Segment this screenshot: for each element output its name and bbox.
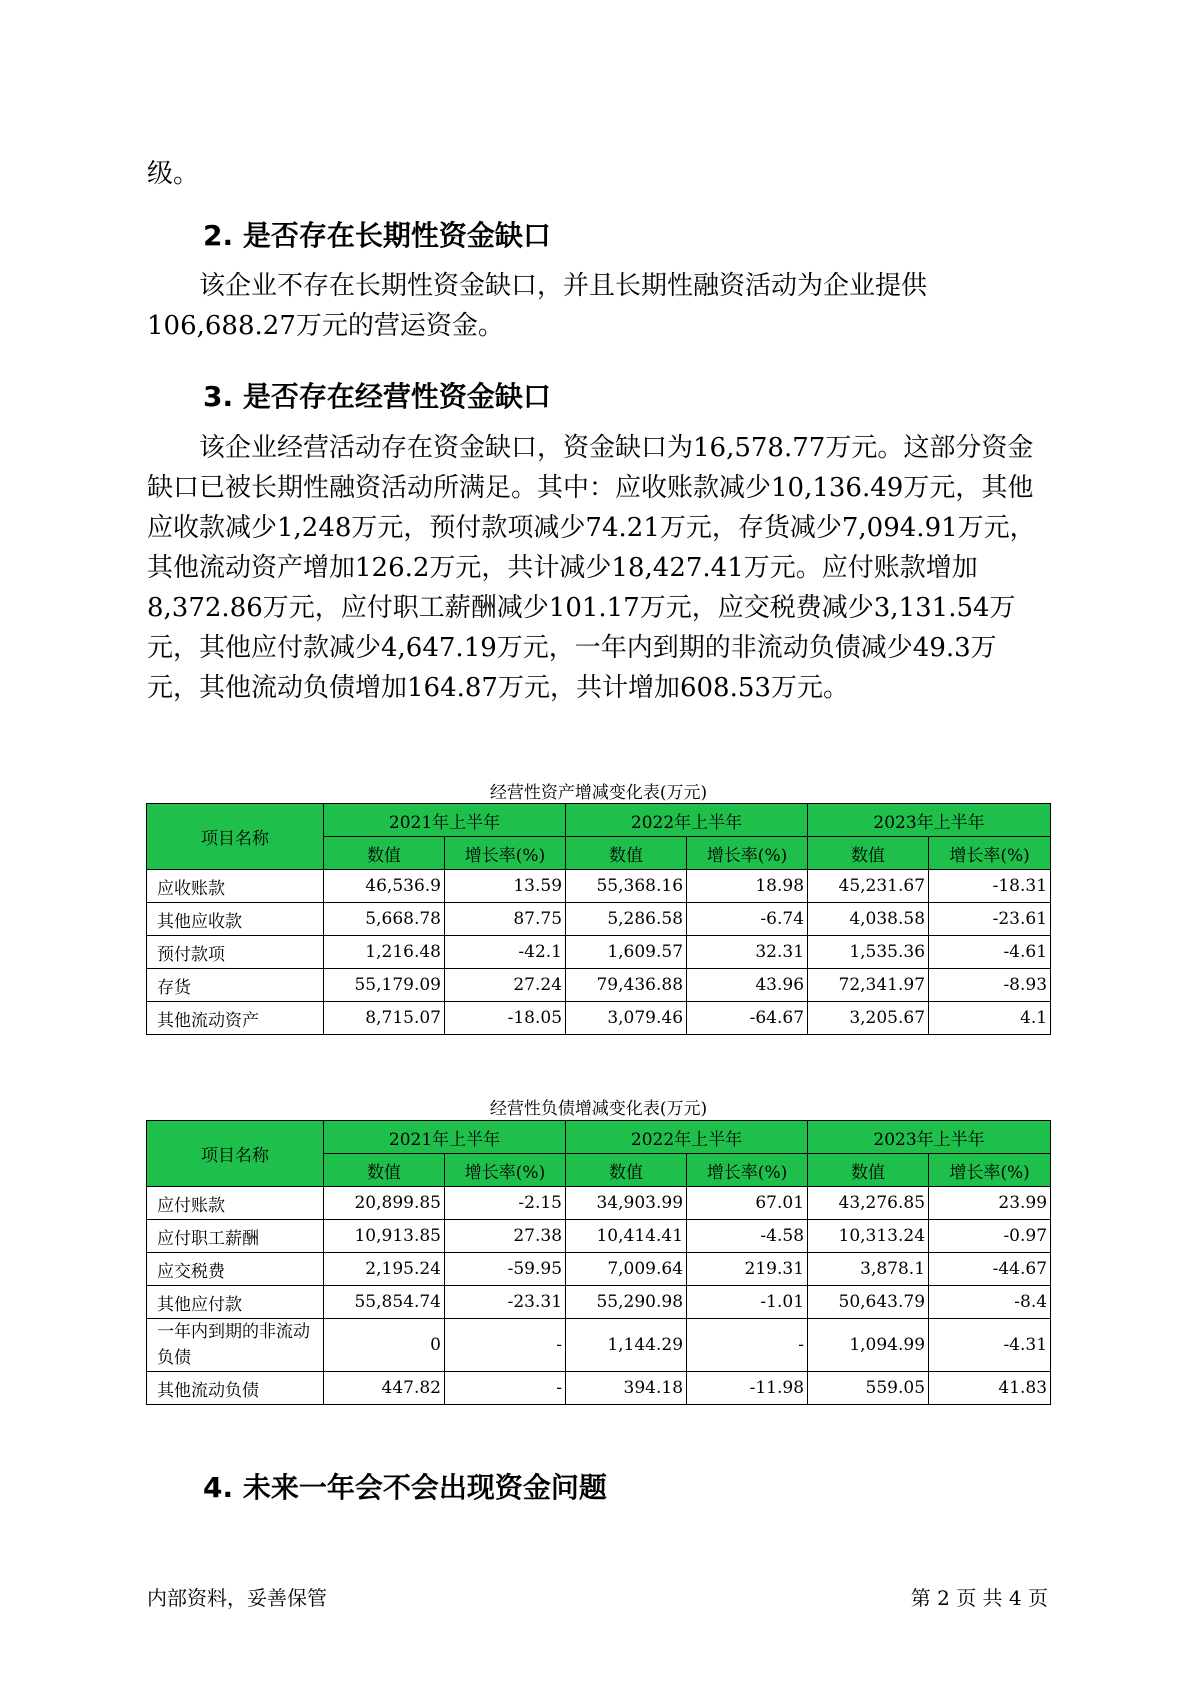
value-cell: 1,535.36 — [808, 936, 929, 969]
row-label: 预付款项 — [147, 936, 324, 969]
table-row — [147, 1319, 1051, 1372]
growth-cell: 27.38 — [445, 1220, 566, 1253]
section-heading-2: 2. 是否存在长期性资金缺口 — [203, 219, 551, 252]
table-row — [147, 936, 1051, 969]
header-year-2022: 2022年上半年 — [566, 804, 808, 837]
value-cell: 55,368.16 — [566, 870, 687, 903]
row-label: 其他应收款 — [147, 903, 324, 936]
growth-cell: 87.75 — [445, 903, 566, 936]
growth-cell: -6.74 — [687, 903, 808, 936]
growth-cell: -8.4 — [929, 1286, 1051, 1319]
header-year-2023: 2023年上半年 — [808, 1121, 1051, 1154]
row-label: 存货 — [147, 969, 324, 1002]
growth-cell: -64.67 — [687, 1002, 808, 1035]
value-cell: 394.18 — [566, 1372, 687, 1405]
row-label: 其他流动资产 — [147, 1002, 324, 1035]
value-cell: 79,436.88 — [566, 969, 687, 1002]
growth-cell: 67.01 — [687, 1187, 808, 1220]
growth-cell: -4.61 — [929, 936, 1051, 969]
growth-cell: -59.95 — [445, 1253, 566, 1286]
section-heading-4: 4. 未来一年会不会出现资金问题 — [203, 1471, 607, 1504]
growth-cell: - — [445, 1372, 566, 1405]
growth-cell: -1.01 — [687, 1286, 808, 1319]
liabilities-table-caption: 经营性负债增减变化表(万元) — [489, 1099, 708, 1119]
value-cell: 447.82 — [324, 1372, 445, 1405]
value-cell: 46,536.9 — [324, 870, 445, 903]
value-cell: 50,643.79 — [808, 1286, 929, 1319]
header-year-2021: 2021年上半年 — [324, 804, 566, 837]
growth-cell: 27.24 — [445, 969, 566, 1002]
growth-cell: -18.05 — [445, 1002, 566, 1035]
table-row — [147, 969, 1051, 1002]
header-year-2021: 2021年上半年 — [324, 1121, 566, 1154]
growth-cell: -42.1 — [445, 936, 566, 969]
value-cell: 559.05 — [808, 1372, 929, 1405]
header-value: 数值 — [566, 1154, 687, 1187]
growth-cell: - — [445, 1319, 566, 1372]
paragraph-operating-gap: 该企业经营活动存在资金缺口，资金缺口为16,578.77万元。这部分资金缺口已被长期性融资活动所满足。其中：应收账款减少10,136.49万元，其他应收款减少1,248万元，预付款项减少74.21万元，存货减少7,094.91万元，其他流动资产增加126.2万元，共计减少18,427.41万元。应付账款增加8,372.86万元，应付职工薪酬减少101.17万元，应交税费减少3,131.54万元，其他应付款减少4,647.19万元，一年内到期的非流动负债减少49.3万元，其他流动负债增加164.87万元，共计增加608.53万元。 — [147, 433, 1036, 703]
table-row — [147, 1253, 1051, 1286]
footer-note: 内部资料，妥善保管 — [147, 1586, 327, 1610]
header-growth: 增长率(%) — [929, 1154, 1051, 1187]
table-row — [147, 1187, 1051, 1220]
value-cell: 4,038.58 — [808, 903, 929, 936]
growth-cell: 4.1 — [929, 1002, 1051, 1035]
value-cell: 10,913.85 — [324, 1220, 445, 1253]
header-value: 数值 — [808, 1154, 929, 1187]
growth-cell: 219.31 — [687, 1253, 808, 1286]
header-value: 数值 — [808, 837, 929, 870]
value-cell: 3,878.1 — [808, 1253, 929, 1286]
growth-cell: -0.97 — [929, 1220, 1051, 1253]
value-cell: 34,903.99 — [566, 1187, 687, 1220]
growth-cell: -18.31 — [929, 870, 1051, 903]
row-label: 应付职工薪酬 — [147, 1220, 324, 1253]
growth-cell: -23.31 — [445, 1286, 566, 1319]
row-label: 一年内到期的非流动负债 — [147, 1319, 324, 1372]
assets-table — [146, 803, 1051, 1035]
section-heading-3: 3. 是否存在经营性资金缺口 — [203, 380, 551, 413]
row-label: 其他应付款 — [147, 1286, 324, 1319]
paragraph-long-term-gap: 该企业不存在长期性资金缺口，并且长期性融资活动为企业提供106,688.27万元的营运资金。 — [147, 271, 928, 341]
value-cell: 1,216.48 — [324, 936, 445, 969]
value-cell: 8,715.07 — [324, 1002, 445, 1035]
table-row — [147, 1220, 1051, 1253]
growth-cell: -8.93 — [929, 969, 1051, 1002]
value-cell: 1,094.99 — [808, 1319, 929, 1372]
row-label: 应收账款 — [147, 870, 324, 903]
header-year-2023: 2023年上半年 — [808, 804, 1051, 837]
value-cell: 5,668.78 — [324, 903, 445, 936]
header-value: 数值 — [324, 1154, 445, 1187]
value-cell: 1,609.57 — [566, 936, 687, 969]
liabilities-table — [146, 1120, 1051, 1405]
growth-cell: -4.58 — [687, 1220, 808, 1253]
table-row — [147, 1372, 1051, 1405]
growth-cell: -2.15 — [445, 1187, 566, 1220]
header-value: 数值 — [566, 837, 687, 870]
row-label: 应交税费 — [147, 1253, 324, 1286]
table-row — [147, 870, 1051, 903]
paragraph-continuation: 级。 — [147, 159, 200, 189]
page-number: 第 2 页 共 4 页 — [910, 1586, 1048, 1610]
value-cell: 55,290.98 — [566, 1286, 687, 1319]
growth-cell: 43.96 — [687, 969, 808, 1002]
header-growth: 增长率(%) — [929, 837, 1051, 870]
header-growth: 增长率(%) — [687, 837, 808, 870]
header-item-name: 项目名称 — [147, 1121, 324, 1187]
value-cell: 3,079.46 — [566, 1002, 687, 1035]
header-value: 数值 — [324, 837, 445, 870]
growth-cell: - — [687, 1319, 808, 1372]
header-growth: 增长率(%) — [687, 1154, 808, 1187]
row-label: 应付账款 — [147, 1187, 324, 1220]
growth-cell: -44.67 — [929, 1253, 1051, 1286]
value-cell: 0 — [324, 1319, 445, 1372]
value-cell: 5,286.58 — [566, 903, 687, 936]
growth-cell: -23.61 — [929, 903, 1051, 936]
header-growth: 增长率(%) — [445, 1154, 566, 1187]
row-label: 其他流动负债 — [147, 1372, 324, 1405]
growth-cell: -4.31 — [929, 1319, 1051, 1372]
value-cell: 45,231.67 — [808, 870, 929, 903]
value-cell: 55,179.09 — [324, 969, 445, 1002]
value-cell: 10,414.41 — [566, 1220, 687, 1253]
header-growth: 增长率(%) — [445, 837, 566, 870]
growth-cell: 41.83 — [929, 1372, 1051, 1405]
growth-cell: 23.99 — [929, 1187, 1051, 1220]
value-cell: 1,144.29 — [566, 1319, 687, 1372]
table-row — [147, 903, 1051, 936]
table-row — [147, 1286, 1051, 1319]
value-cell: 55,854.74 — [324, 1286, 445, 1319]
growth-cell: 13.59 — [445, 870, 566, 903]
header-year-2022: 2022年上半年 — [566, 1121, 808, 1154]
value-cell: 2,195.24 — [324, 1253, 445, 1286]
growth-cell: 18.98 — [687, 870, 808, 903]
value-cell: 20,899.85 — [324, 1187, 445, 1220]
growth-cell: 32.31 — [687, 936, 808, 969]
growth-cell: -11.98 — [687, 1372, 808, 1405]
value-cell: 10,313.24 — [808, 1220, 929, 1253]
table-row — [147, 1002, 1051, 1035]
header-item-name: 项目名称 — [147, 804, 324, 870]
assets-table-caption: 经营性资产增减变化表(万元) — [489, 783, 708, 803]
value-cell: 72,341.97 — [808, 969, 929, 1002]
value-cell: 3,205.67 — [808, 1002, 929, 1035]
value-cell: 7,009.64 — [566, 1253, 687, 1286]
value-cell: 43,276.85 — [808, 1187, 929, 1220]
